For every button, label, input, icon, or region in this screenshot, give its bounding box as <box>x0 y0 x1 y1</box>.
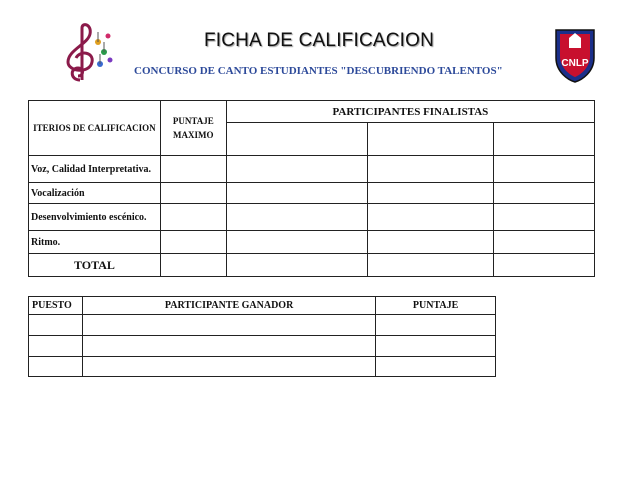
winner-table <box>28 296 496 377</box>
winner-header: PARTICIPANTE GANADOR <box>82 297 375 315</box>
table-row <box>29 156 595 183</box>
score-cell[interactable] <box>494 231 595 254</box>
finalist-cell[interactable] <box>368 123 494 156</box>
points-cell[interactable] <box>376 336 496 357</box>
score-cell[interactable] <box>226 254 368 277</box>
total-label: TOTAL <box>29 254 161 277</box>
score-cell[interactable] <box>368 204 494 231</box>
position-cell[interactable] <box>29 357 83 377</box>
table-row <box>29 183 595 204</box>
score-cell[interactable] <box>160 156 226 183</box>
score-cell[interactable] <box>494 156 595 183</box>
score-cell[interactable] <box>160 204 226 231</box>
shield-text: CNLP <box>561 58 589 69</box>
winner-cell[interactable] <box>82 336 375 357</box>
table-row <box>29 357 496 377</box>
points-header: PUNTAJE <box>376 297 496 315</box>
score-cell[interactable] <box>226 231 368 254</box>
points-cell[interactable] <box>376 315 496 336</box>
position-header: PUESTO <box>29 297 83 315</box>
criterion-label: Vocalización <box>29 183 161 204</box>
table-row <box>29 336 496 357</box>
score-cell[interactable] <box>494 204 595 231</box>
position-cell[interactable] <box>29 336 83 357</box>
score-cell[interactable] <box>226 204 368 231</box>
score-cell[interactable] <box>494 183 595 204</box>
table-row <box>29 254 595 277</box>
page-subtitle: CONCURSO DE CANTO ESTUDIANTES "DESCUBRIENDO TALENTOS" <box>134 65 503 77</box>
criterion-label: Voz, Calidad Interpretativa. <box>29 156 161 183</box>
position-cell[interactable] <box>29 315 83 336</box>
school-shield-icon <box>552 24 598 84</box>
score-cell[interactable] <box>368 231 494 254</box>
winner-cell[interactable] <box>82 315 375 336</box>
points-cell[interactable] <box>376 357 496 377</box>
score-cell[interactable] <box>226 183 368 204</box>
table-row <box>29 204 595 231</box>
page-title: FICHA DE CALIFICACION <box>203 30 435 51</box>
criterion-label: Ritmo. <box>29 231 161 254</box>
criterion-label: Desenvolvimiento escénico. <box>29 204 161 231</box>
score-cell[interactable] <box>226 156 368 183</box>
score-cell[interactable] <box>368 254 494 277</box>
score-cell[interactable] <box>368 156 494 183</box>
music-clef-icon <box>60 22 116 84</box>
finalist-cell[interactable] <box>226 123 368 156</box>
score-cell[interactable] <box>494 254 595 277</box>
table-row <box>29 231 595 254</box>
finalists-header: PARTICIPANTES FINALISTAS <box>226 101 594 123</box>
score-cell[interactable] <box>160 254 226 277</box>
winner-cell[interactable] <box>82 357 375 377</box>
scores-table <box>28 100 595 277</box>
criteria-header: ITERIOS DE CALIFICACION <box>29 101 161 156</box>
score-cell[interactable] <box>160 231 226 254</box>
table-row <box>29 315 496 336</box>
finalist-cell[interactable] <box>494 123 595 156</box>
score-cell[interactable] <box>160 183 226 204</box>
score-cell[interactable] <box>368 183 494 204</box>
max-score-header: PUNTAJE MAXIMO <box>160 101 226 156</box>
